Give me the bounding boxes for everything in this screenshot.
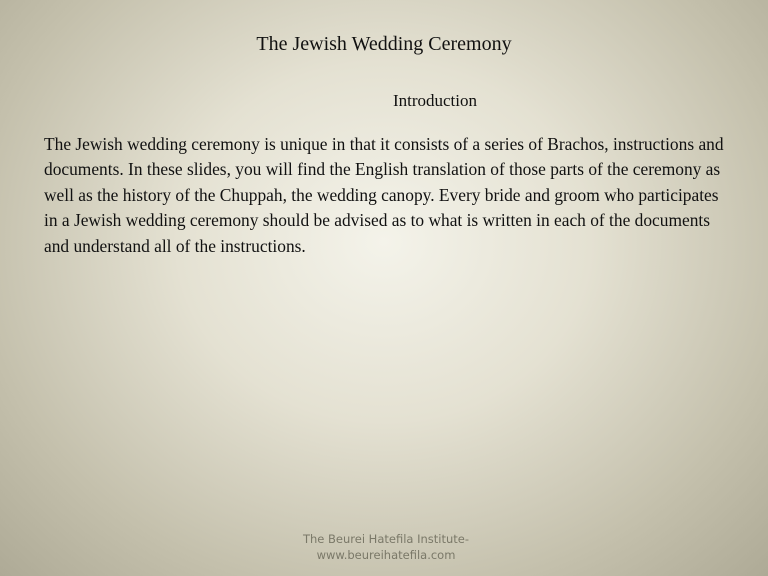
- footer-institute: The Beurei Hatefila Institute-: [302, 532, 470, 546]
- slide-subtitle: Introduction: [392, 91, 478, 110]
- slide-body-text: The Jewish wedding ceremony is unique in that it consists of a series of Brachos, instructions and documents. In these slides, you will find the English translation of those parts of the ceremony as well as the history of the Chuppah, the wedding canopy. Every bride and groom who participates in a Jewish wedding ceremony should be advised as to what is written in each of the documents and understand all of the instructions.: [44, 134, 724, 256]
- footer-website: www.beureihatefila.com: [316, 548, 456, 562]
- slide-footer: [286, 531, 486, 563]
- slide-title: The Jewish Wedding Ceremony: [256, 33, 512, 55]
